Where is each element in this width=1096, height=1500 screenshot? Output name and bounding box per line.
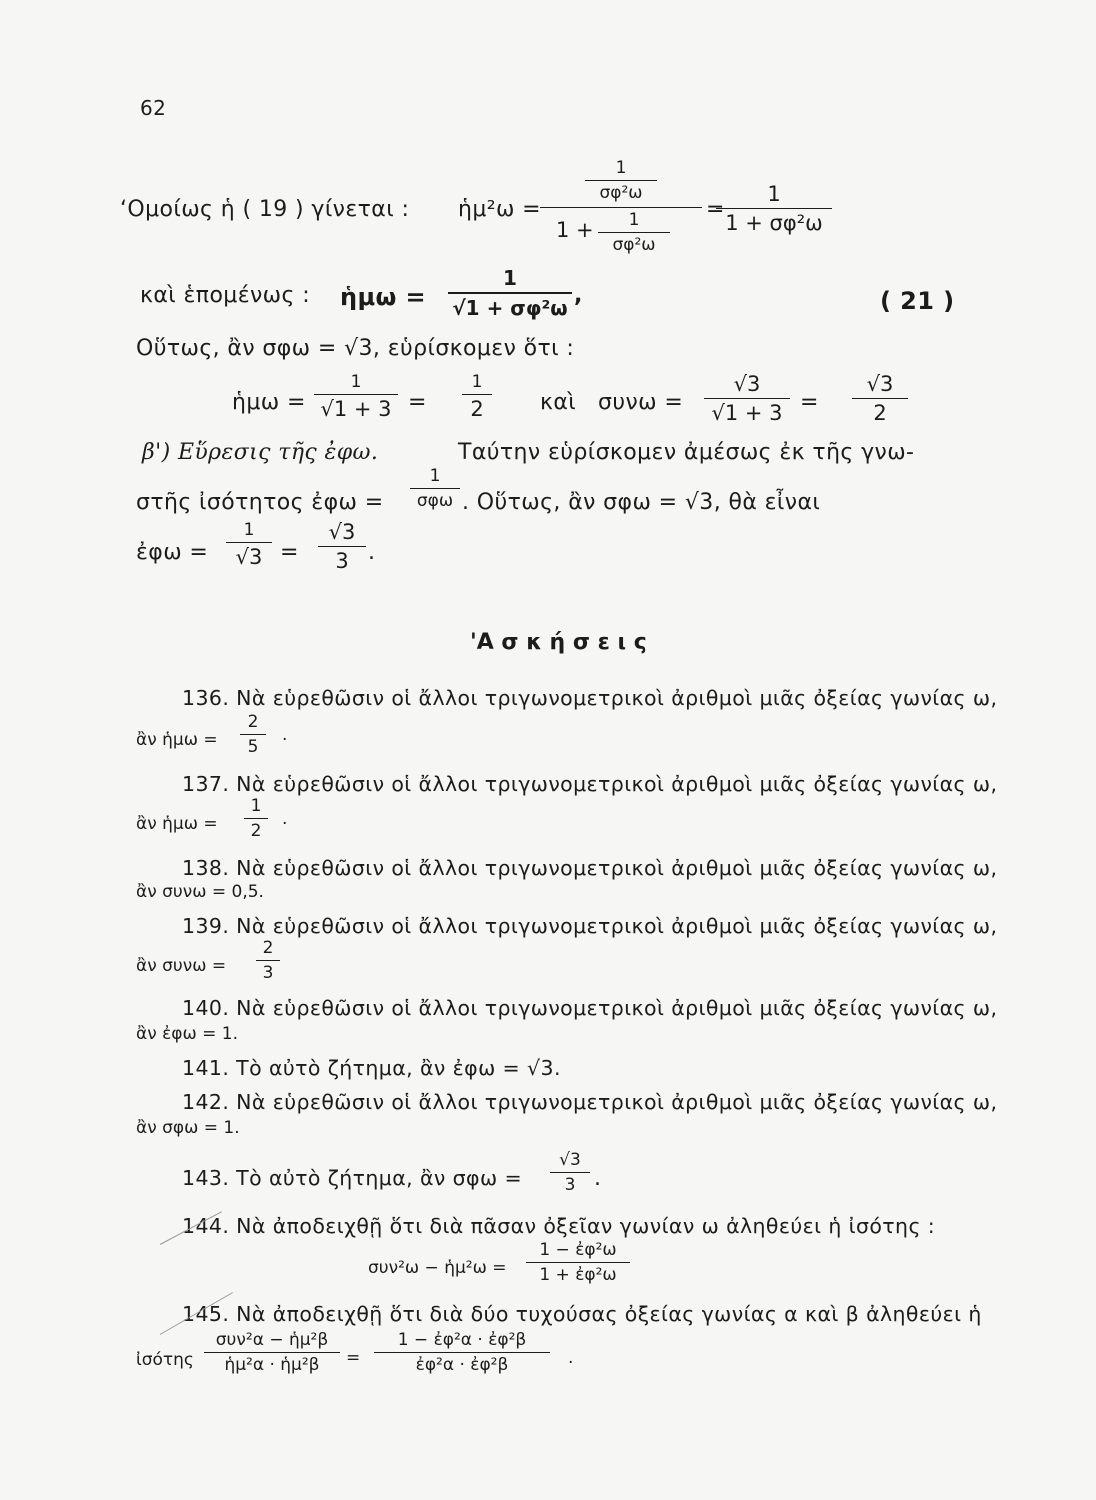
exercise-end: ·: [282, 814, 288, 834]
eq19-den-num: 1: [628, 210, 640, 230]
eq21-lhs: ἡμω =: [340, 283, 427, 311]
line4-f4: [852, 372, 908, 425]
beta-line3-f2: [318, 520, 366, 573]
eq21-label: ( 21 ): [880, 287, 955, 315]
eq21-fraction: [448, 266, 572, 320]
exercise-lead: ἰσότης: [136, 1350, 194, 1370]
exercise-fraction: [256, 938, 280, 983]
eq19-lead: ‘Ομοίως ἡ ( 19 ) γίνεται :: [120, 197, 410, 222]
section-beta-text: Ταύτην εὑρίσκομεν ἀμέσως ἐκ τῆς γνω-: [458, 440, 915, 465]
exercise-num: 1 − ἐφ²ω: [539, 1240, 617, 1260]
exercise-den: ἐφ²α · ἐφ²β: [415, 1355, 509, 1375]
exercise-num: 1: [250, 796, 262, 816]
beta-line3-den: √3: [235, 545, 263, 569]
exercise-fraction: [244, 796, 268, 841]
exercise-text: 139. Νὰ εὑρεθῶσιν οἱ ἄλλοι τριγωνομετρικοὶ ἀριθμοὶ μιᾶς ὀξείας γωνίας ω,: [182, 914, 998, 938]
line4-kai: καὶ: [540, 390, 577, 415]
exercise-text: 136. Νὰ εὑρεθῶσιν οἱ ἄλλοι τριγωνομετρικοὶ ἀριθμοὶ μιᾶς ὀξείας γωνίας ω,: [182, 686, 998, 710]
exercise-text: 141. Τὸ αὐτὸ ζήτημα, ἂν ἐφω = √3.: [182, 1056, 561, 1080]
eq19-lhs: ἡμ²ω =: [458, 197, 542, 222]
beta-line3-f1: [226, 520, 272, 569]
exercise-num: 2: [247, 712, 259, 732]
exercise-fraction: [550, 1150, 590, 1195]
eq19-den-lead: 1 +: [556, 218, 594, 242]
eq19-res-num: 1: [767, 182, 781, 206]
line4-f4-den: 2: [873, 401, 887, 425]
exercise-text: 140. Νὰ εὑρεθῶσιν οἱ ἄλλοι τριγωνομετρικοὶ ἀριθμοὶ μιᾶς ὀξείας γωνίας ω,: [182, 996, 998, 1020]
beta-line2-den: σφω: [416, 491, 454, 511]
eq21-comma: ,: [574, 283, 583, 308]
beta-line3-den2: 3: [335, 549, 349, 573]
exercise-num: √3: [559, 1150, 581, 1170]
exercise-fraction: [526, 1240, 630, 1285]
exercise-eq: =: [346, 1348, 361, 1368]
page-number: 62: [140, 96, 167, 120]
line4-f2: [462, 372, 492, 421]
line4-f3: [704, 372, 790, 425]
exercise-end: .: [594, 1166, 602, 1191]
eq19-result: [716, 182, 832, 235]
beta-line2-fraction: [410, 466, 460, 511]
eq19-big-fraction: [540, 158, 702, 266]
exercise-den: 1 + ἐφ²ω: [539, 1265, 617, 1285]
eq19-equals: =: [706, 197, 725, 222]
section-beta-title: β') Εὕρεσις τῆς ἐφω.: [142, 440, 379, 465]
exercise-text: 144. Νὰ ἀποδειχθῇ ὅτι διὰ πᾶσαν ὀξεῖαν γωνίαν ω ἀληθεύει ἡ ἰσότης :: [182, 1214, 936, 1238]
eq19-res-den: 1 + σφ²ω: [725, 211, 823, 235]
eq21-num: 1: [503, 266, 517, 290]
exercise-num: 2: [262, 938, 274, 958]
exercise-den: 3: [564, 1175, 576, 1195]
line4-eq2: =: [800, 390, 819, 415]
eq21-den: √1 + σφ²ω: [452, 296, 568, 320]
exercise-end: ·: [282, 730, 288, 750]
exercise-num: συν²α − ἡμ²β: [215, 1330, 329, 1350]
exercise-text: 137. Νὰ εὑρεθῶσιν οἱ ἄλλοι τριγωνομετρικοὶ ἀριθμοὶ μιᾶς ὀξείας γωνίας ω,: [182, 772, 998, 796]
line4-lhs2: συνω =: [598, 390, 684, 415]
beta-line3-eq: =: [280, 540, 299, 565]
beta-line3-lhs: ἐφω =: [136, 540, 209, 565]
exercise-text: 145. Νὰ ἀποδειχθῇ ὅτι διὰ δύο τυχούσας ὀξείας γωνίας α καὶ β ἀληθεύει ἡ: [182, 1302, 982, 1326]
exercise-condition: ἂν ἡμω =: [136, 730, 218, 750]
beta-line2-b: . Οὕτως, ἂν σφω = √3, θὰ εἶναι: [462, 490, 821, 515]
eq19-big-num-den: σφ²ω: [599, 183, 643, 203]
exercise-den: 5: [247, 737, 259, 757]
exercise-condition: ἂν συνω =: [136, 956, 227, 976]
exercise-condition: ἂν ἡμω =: [136, 814, 218, 834]
exercise-den: ἡμ²α · ἡμ²β: [224, 1355, 320, 1375]
line4-eq: =: [408, 390, 427, 415]
eq19-den-den: σφ²ω: [612, 235, 656, 255]
beta-line2-num: 1: [429, 466, 441, 486]
exercise-condition: ἂν σφω = 1.: [136, 1118, 240, 1138]
exercise-fraction: [240, 712, 266, 757]
exercise-num: 1 − ἐφ²α · ἐφ²β: [397, 1330, 527, 1350]
line4-f1-num: 1: [350, 372, 362, 392]
exercise-fraction-right: [374, 1330, 550, 1375]
exercises-heading: 'Α σ κ ή σ ε ι ς: [470, 630, 647, 655]
exercise-text: 138. Νὰ εὑρεθῶσιν οἱ ἄλλοι τριγωνομετρικοὶ ἀριθμοὶ μιᾶς ὀξείας γωνίας ω,: [182, 856, 998, 880]
exercise-end: .: [568, 1348, 574, 1368]
exercise-den: 2: [250, 821, 262, 841]
line4-f2-den: 2: [470, 397, 484, 421]
line-sfo-root3: Οὕτως, ἂν σφω = √3, εὑρίσκομεν ὅτι :: [136, 336, 575, 361]
line4-f2-num: 1: [471, 372, 483, 392]
exercise-fraction-left: [204, 1330, 340, 1375]
eq21-lead: καὶ ἑπομένως :: [140, 283, 311, 308]
line4-f3-num: √3: [733, 372, 761, 396]
line4-lhs: ἡμω =: [232, 390, 306, 415]
exercise-condition: ἂν συνω = 0,5.: [136, 882, 264, 902]
eq19-big-num: 1: [615, 158, 627, 178]
exercise-text: 143. Τὸ αὐτὸ ζήτημα, ἂν σφω =: [182, 1166, 523, 1190]
exercise-den: 3: [262, 963, 274, 983]
exercise-lhs: συν²ω − ἡμ²ω =: [368, 1258, 507, 1278]
exercise-condition: ἂν ἐφω = 1.: [136, 1024, 239, 1044]
line4-f3-den: √1 + 3: [711, 401, 783, 425]
line4-f1: [314, 372, 398, 421]
beta-line2-a: στῆς ἰσότητος ἐφω =: [136, 490, 384, 515]
beta-line3-num: 1: [243, 520, 255, 540]
line4-f1-den: √1 + 3: [320, 397, 392, 421]
exercise-text: 142. Νὰ εὑρεθῶσιν οἱ ἄλλοι τριγωνομετρικοὶ ἀριθμοὶ μιᾶς ὀξείας γωνίας ω,: [182, 1090, 998, 1114]
beta-line3-end: .: [368, 540, 376, 565]
beta-line3-num2: √3: [328, 520, 356, 544]
line4-f4-num: √3: [866, 372, 894, 396]
